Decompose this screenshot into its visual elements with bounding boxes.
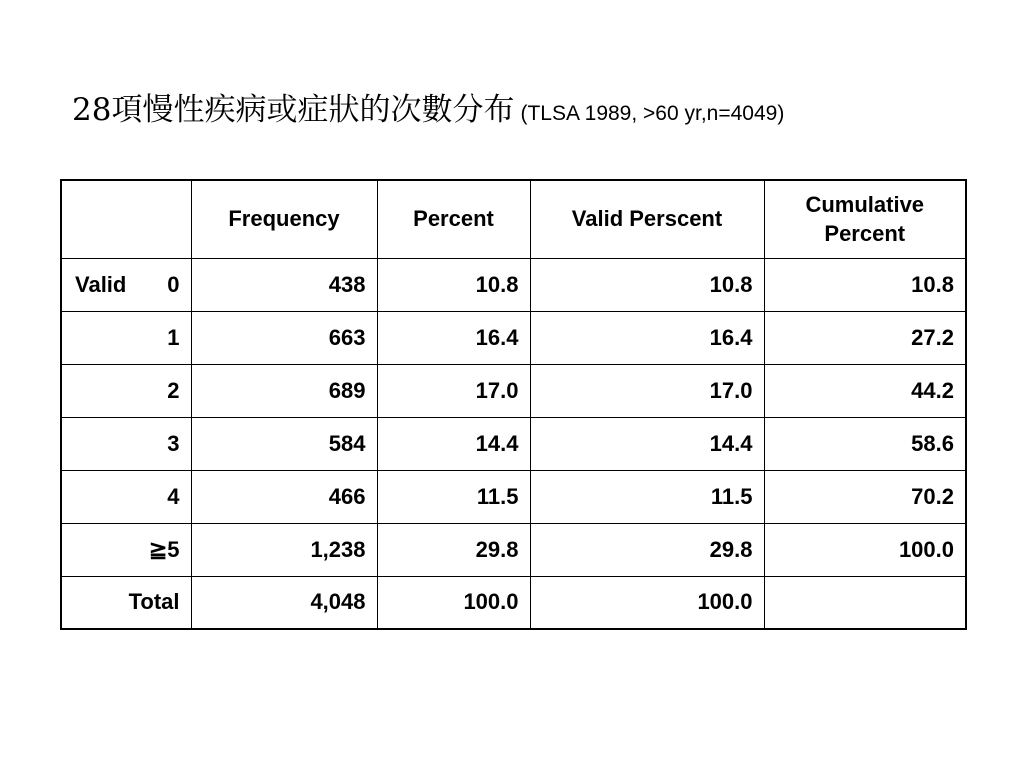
- row-label: ≧5: [61, 523, 191, 576]
- cumulative-percent-cell: 70.2: [764, 470, 966, 523]
- title-subtitle: (TLSA 1989, >60 yr,n=4049): [520, 102, 785, 125]
- percent-cell: 100.0: [377, 576, 530, 629]
- frequency-cell: 584: [191, 417, 377, 470]
- frequency-cell: 438: [191, 258, 377, 311]
- percent-cell: 17.0: [377, 364, 530, 417]
- percent-cell: 10.8: [377, 258, 530, 311]
- valid-percent-cell: 100.0: [530, 576, 764, 629]
- cumulative-percent-cell: 44.2: [764, 364, 966, 417]
- percent-cell: 11.5: [377, 470, 530, 523]
- header-percent: Percent: [377, 180, 530, 258]
- row-label: 2: [61, 364, 191, 417]
- row-label: Total: [61, 576, 191, 629]
- row-label-cell: [61, 258, 191, 311]
- header-cumulative-line1: Cumulative: [805, 191, 925, 217]
- frequency-cell: 663: [191, 311, 377, 364]
- valid-label: Valid: [75, 271, 127, 297]
- cumulative-percent-cell: 100.0: [764, 523, 966, 576]
- header-frequency: Frequency: [191, 180, 377, 258]
- frequency-cell: 1,238: [191, 523, 377, 576]
- table-row: [61, 470, 966, 523]
- valid-percent-cell: 29.8: [530, 523, 764, 576]
- percent-cell: 29.8: [377, 523, 530, 576]
- table-row: [61, 258, 966, 311]
- frequency-table: [60, 179, 967, 630]
- percent-cell: 16.4: [377, 311, 530, 364]
- cumulative-percent-cell: 58.6: [764, 417, 966, 470]
- table-row: [61, 523, 966, 576]
- row-label: 0: [167, 271, 180, 297]
- table-row: [61, 311, 966, 364]
- valid-percent-cell: 11.5: [530, 470, 764, 523]
- table-row: [61, 364, 966, 417]
- percent-cell: 14.4: [377, 417, 530, 470]
- row-label: 3: [61, 417, 191, 470]
- row-label: 4: [61, 470, 191, 523]
- frequency-cell: 689: [191, 364, 377, 417]
- title-main: 28項慢性疾病或症狀的次數分布: [72, 92, 515, 128]
- header-row: [61, 180, 966, 258]
- header-cumulative-percent: [764, 180, 966, 258]
- cumulative-percent-cell: 27.2: [764, 311, 966, 364]
- valid-percent-cell: 10.8: [530, 258, 764, 311]
- header-cumulative-line2: Percent: [824, 221, 906, 247]
- valid-percent-cell: 16.4: [530, 311, 764, 364]
- frequency-cell: 4,048: [191, 576, 377, 629]
- header-valid-percent: Valid Perscent: [530, 180, 764, 258]
- total-row: [61, 576, 966, 629]
- table-row: [61, 417, 966, 470]
- cumulative-percent-cell: 10.8: [764, 258, 966, 311]
- cumulative-percent-cell: [764, 576, 966, 629]
- valid-percent-cell: 14.4: [530, 417, 764, 470]
- header-blank: [61, 180, 191, 258]
- slide-title: [72, 84, 784, 134]
- frequency-cell: 466: [191, 470, 377, 523]
- valid-percent-cell: 17.0: [530, 364, 764, 417]
- row-label: 1: [61, 311, 191, 364]
